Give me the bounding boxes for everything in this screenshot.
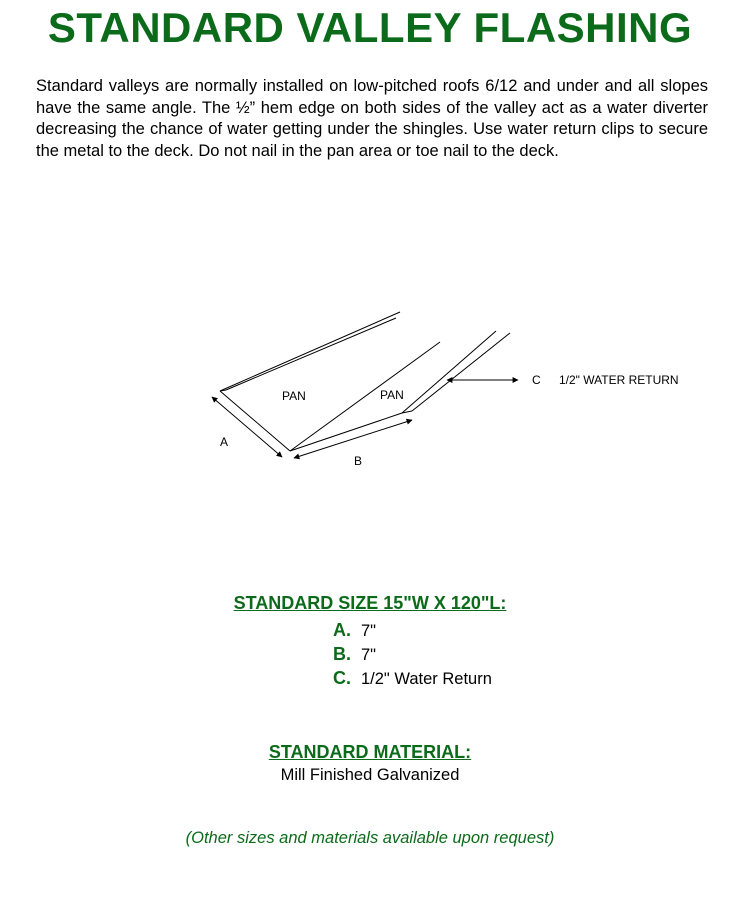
material-value: Mill Finished Galvanized [280, 766, 460, 784]
valley-flashing-diagram [0, 290, 740, 490]
size-item-b [333, 644, 492, 668]
size-list [333, 620, 492, 692]
size-letter: B. [333, 644, 351, 664]
size-value: 1/2" Water Return [361, 670, 492, 688]
label-a: A [220, 435, 229, 449]
intro-paragraph: Standard valleys are normally installed on low-pitched roofs 6/12 and under and all slopes have the same angle. The ½” hem edge on both sides of the valley act as a water diverter decreasing the chance of water getting under the shingles. Use water return clips to secure the metal to the deck. Do not nail in the pan area or toe nail to the deck. [36, 77, 708, 160]
size-value: 7" [361, 646, 377, 664]
label-c: C [532, 373, 541, 387]
size-letter: C. [333, 668, 351, 688]
size-item-c [333, 668, 492, 692]
size-item-a [333, 620, 492, 644]
label-pan-left: PAN [282, 389, 306, 403]
label-b: B [354, 454, 363, 468]
standard-material-heading: STANDARD MATERIAL: [268, 742, 472, 762]
standard-size-heading: STANDARD SIZE 15"W X 120"L: [233, 593, 507, 613]
page-title: STANDARD VALLEY FLASHING [47, 4, 693, 51]
availability-note: (Other sizes and materials available upon request) [185, 829, 555, 847]
dimension-b-arrow [294, 420, 412, 458]
label-pan-right: PAN [380, 388, 404, 402]
size-value: 7" [361, 622, 377, 640]
size-letter: A. [333, 620, 351, 640]
left-pan-outline [220, 312, 440, 451]
label-water-return: 1/2" WATER RETURN [559, 373, 679, 387]
